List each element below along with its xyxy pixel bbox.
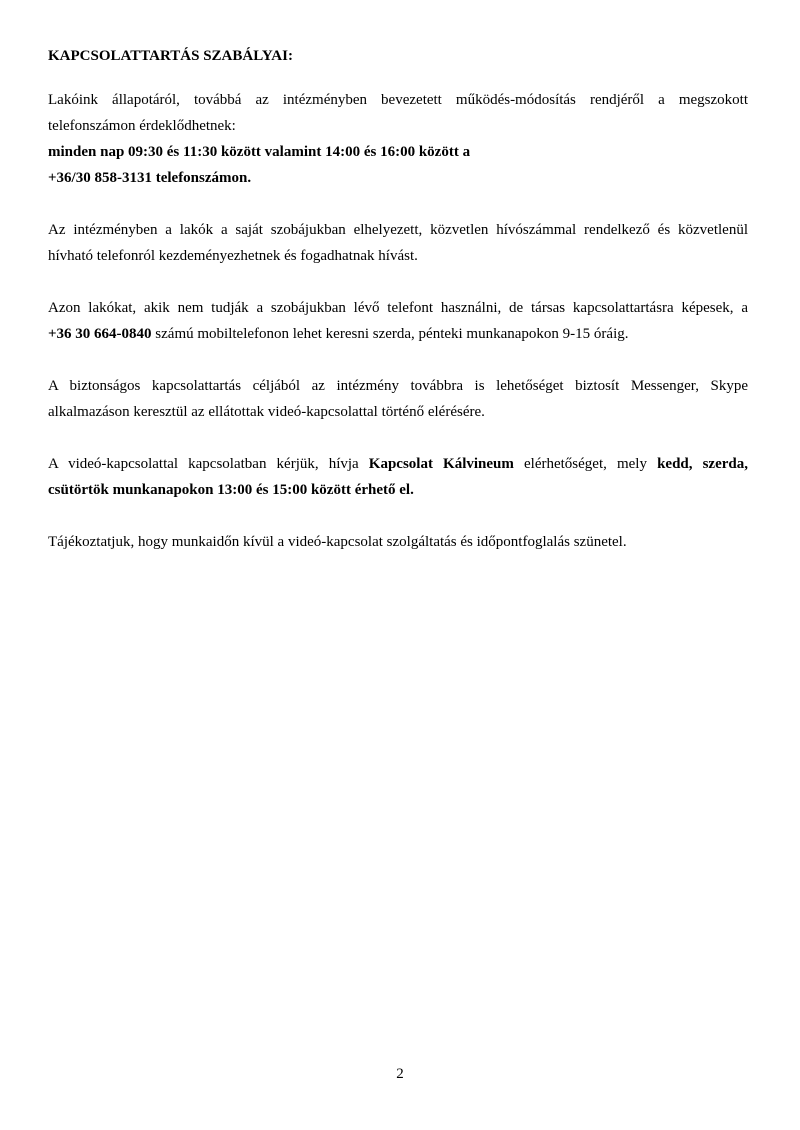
mobile-number-details: számú mobiltelefonon lehet keresni szerda, pénteki munkanapokon 9-15 óráig. <box>151 326 629 342</box>
paragraph-mobile-phone <box>48 295 748 347</box>
paragraph-line: hívható telefonról kezdeményezhetnek és fogadhatnak hívást. <box>48 248 418 264</box>
contact-days-bold: kedd, szerda, <box>657 456 748 472</box>
paragraph-line: telefonszámon érdeklődhetnek: <box>48 118 236 134</box>
contact-phone-bold <box>48 165 748 191</box>
contact-phone-text: +36/30 858-3131 telefonszámon. <box>48 170 252 186</box>
mobile-number-bold: +36 30 664-0840 <box>48 326 152 342</box>
video-contact-intro: A videó-kapcsolattal kapcsolatban kérjük, hívja <box>48 456 369 472</box>
document-page <box>48 44 748 581</box>
paragraph-line: Az intézményben a lakók a saját szobájukban elhelyezett, közvetlen hívószámmal rendelkező és közvetlenül <box>48 222 748 238</box>
paragraph-line <box>48 321 748 347</box>
paragraph-line: A biztonságos kapcsolattartás céljából az intézmény továbbra is lehetőséget biztosít Messenger, Skype <box>48 378 748 394</box>
paragraph-line <box>48 477 748 503</box>
contact-times-bold: csütörtök munkanapokon 13:00 és 15:00 között érhető el. <box>48 482 414 498</box>
paragraph-line: alkalmazáson keresztül az ellátottak videó-kapcsolattal történő elérésére. <box>48 404 485 420</box>
contact-hours-text: minden nap 09:30 és 11:30 között valamint 14:00 és 16:00 között a <box>48 144 471 160</box>
paragraph-line: Lakóink állapotáról, továbbá az intézményben bevezetett működés-módosítás rendjéről a megszokott <box>48 92 748 108</box>
paragraph-room-phone <box>48 217 748 269</box>
paragraph-line: Azon lakókat, akik nem tudják a szobájukban lévő telefont használni, de társas kapcsolattartásra képesek, a <box>48 300 748 316</box>
video-contact-mid: elérhetőséget, mely <box>513 456 658 472</box>
document-heading: KAPCSOLATTARTÁS SZABÁLYAI: <box>48 48 293 64</box>
paragraph-video-call <box>48 373 748 425</box>
paragraph-contact-phone <box>48 87 748 191</box>
contact-hours-bold <box>48 139 748 165</box>
contact-name-bold: Kapcsolat Kálvineum <box>368 456 514 472</box>
paragraph-notice <box>48 529 748 555</box>
paragraph-line: Tájékoztatjuk, hogy munkaidőn kívül a videó-kapcsolat szolgáltatás és időpontfoglalás szünetel. <box>48 534 627 550</box>
paragraph-line <box>48 451 748 477</box>
page-number: 2 <box>396 1066 404 1082</box>
paragraph-video-contact <box>48 451 748 503</box>
